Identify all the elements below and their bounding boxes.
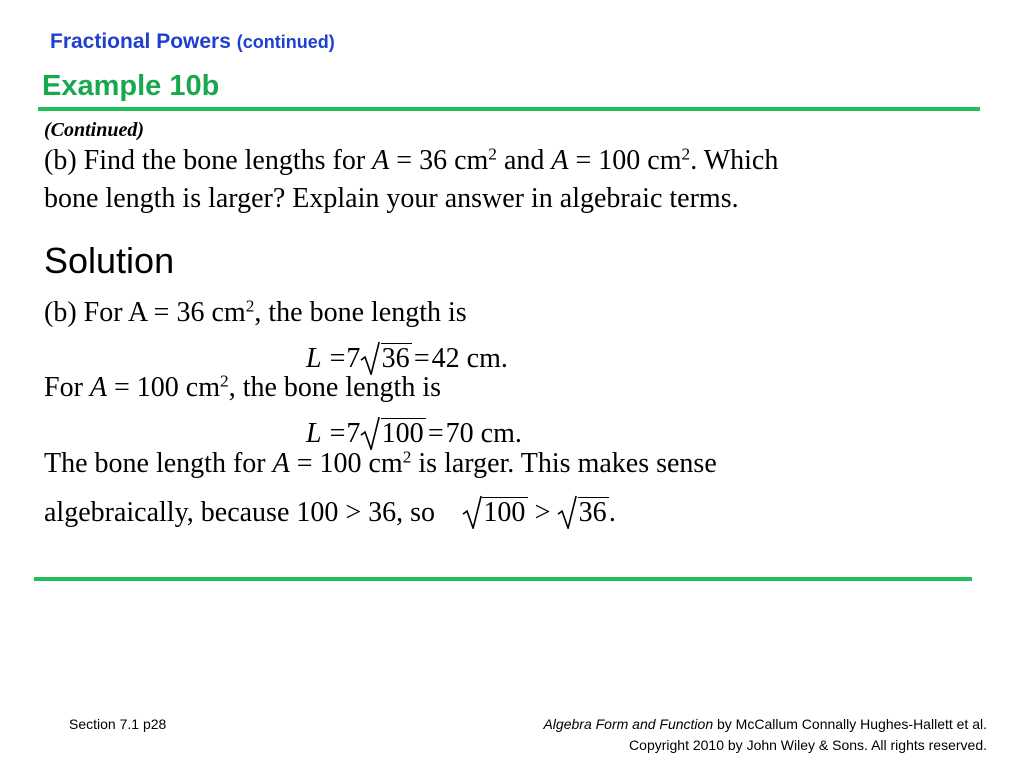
equation-2: [306, 418, 522, 450]
footer-copyright: Copyright 2010 by John Wiley & Sons. All rights reserved.: [629, 737, 987, 753]
solution-line-3: [44, 448, 717, 480]
radical-sign-icon: [360, 416, 380, 450]
exponent: 2: [402, 447, 412, 467]
solution-text: The bone length for: [44, 448, 273, 479]
square-root: [360, 343, 412, 375]
problem-line-2: bone length is larger? Explain your answer in algebraic terms.: [44, 183, 739, 214]
section-title-suffix: (continued): [236, 32, 335, 52]
square-root: [360, 418, 426, 450]
solution-text: is larger. This makes sense: [411, 448, 717, 479]
solution-line-1: [44, 297, 467, 329]
book-authors: by McCallum Connally Hughes-Hallett et al.: [713, 716, 987, 732]
result: 42: [431, 343, 460, 374]
equals-sign: =: [427, 418, 444, 449]
solution-text: , the bone length is: [254, 297, 467, 328]
solution-text: , the bone length is: [228, 372, 441, 403]
radicand: 36: [578, 497, 609, 527]
equation-1: [306, 343, 508, 375]
solution-text: For: [44, 372, 90, 403]
square-root: [462, 497, 528, 529]
radicand: 36: [381, 343, 412, 373]
section-title: [50, 30, 335, 54]
solution-heading: Solution: [44, 240, 175, 281]
exponent: 2: [245, 296, 255, 316]
exponent: 2: [488, 144, 497, 164]
inequality: [462, 497, 616, 528]
var-l: L: [306, 418, 322, 449]
unit: cm.: [480, 418, 522, 449]
continued-label: (Continued): [44, 119, 145, 141]
radicand: 100: [482, 497, 527, 527]
solution-text: algebraically, because 100 > 36, so: [44, 497, 436, 528]
footer-section: Section 7.1 p28: [69, 716, 167, 732]
solution-text: = 100 cm: [289, 448, 403, 479]
variable-a: A: [272, 448, 290, 479]
solution-line-2: [44, 372, 441, 404]
problem-text: = 100 cm: [568, 145, 682, 176]
top-divider: [38, 107, 980, 111]
problem-text: (b) Find the bone lengths for: [44, 145, 373, 176]
radical-sign-icon: [557, 495, 577, 529]
radical-sign-icon: [360, 341, 380, 375]
equals-sign: =: [413, 343, 430, 374]
exponent: 2: [220, 371, 229, 391]
book-title: Algebra Form and Function: [543, 716, 714, 732]
problem-line-1: [44, 145, 778, 177]
example-title: Example 10b: [42, 70, 220, 102]
variable-a: A: [372, 145, 390, 176]
bottom-divider: [34, 577, 972, 581]
equals-sign: =: [329, 343, 346, 374]
radical-sign-icon: [462, 495, 482, 529]
solution-text: = 100 cm: [107, 372, 221, 403]
section-title-text: Fractional Powers: [50, 30, 231, 53]
radicand: 100: [381, 418, 426, 448]
variable-a: A: [89, 372, 108, 403]
square-root: [557, 497, 609, 529]
variable-a: A: [551, 145, 569, 176]
coefficient: 7: [346, 343, 361, 374]
var-l: L: [306, 343, 322, 374]
problem-text: . Which: [690, 145, 779, 176]
solution-text: (b) For A = 36 cm: [44, 297, 246, 328]
exponent: 2: [681, 144, 691, 164]
footer-credit: [543, 716, 987, 732]
greater-than-sign: >: [534, 497, 551, 528]
result: 70: [445, 418, 474, 449]
equals-sign: =: [329, 418, 346, 449]
problem-text: and: [496, 145, 552, 176]
period: .: [608, 497, 616, 528]
solution-line-4: [44, 497, 616, 529]
problem-text: = 36 cm: [389, 145, 489, 176]
unit: cm.: [466, 343, 508, 374]
coefficient: 7: [346, 418, 361, 449]
